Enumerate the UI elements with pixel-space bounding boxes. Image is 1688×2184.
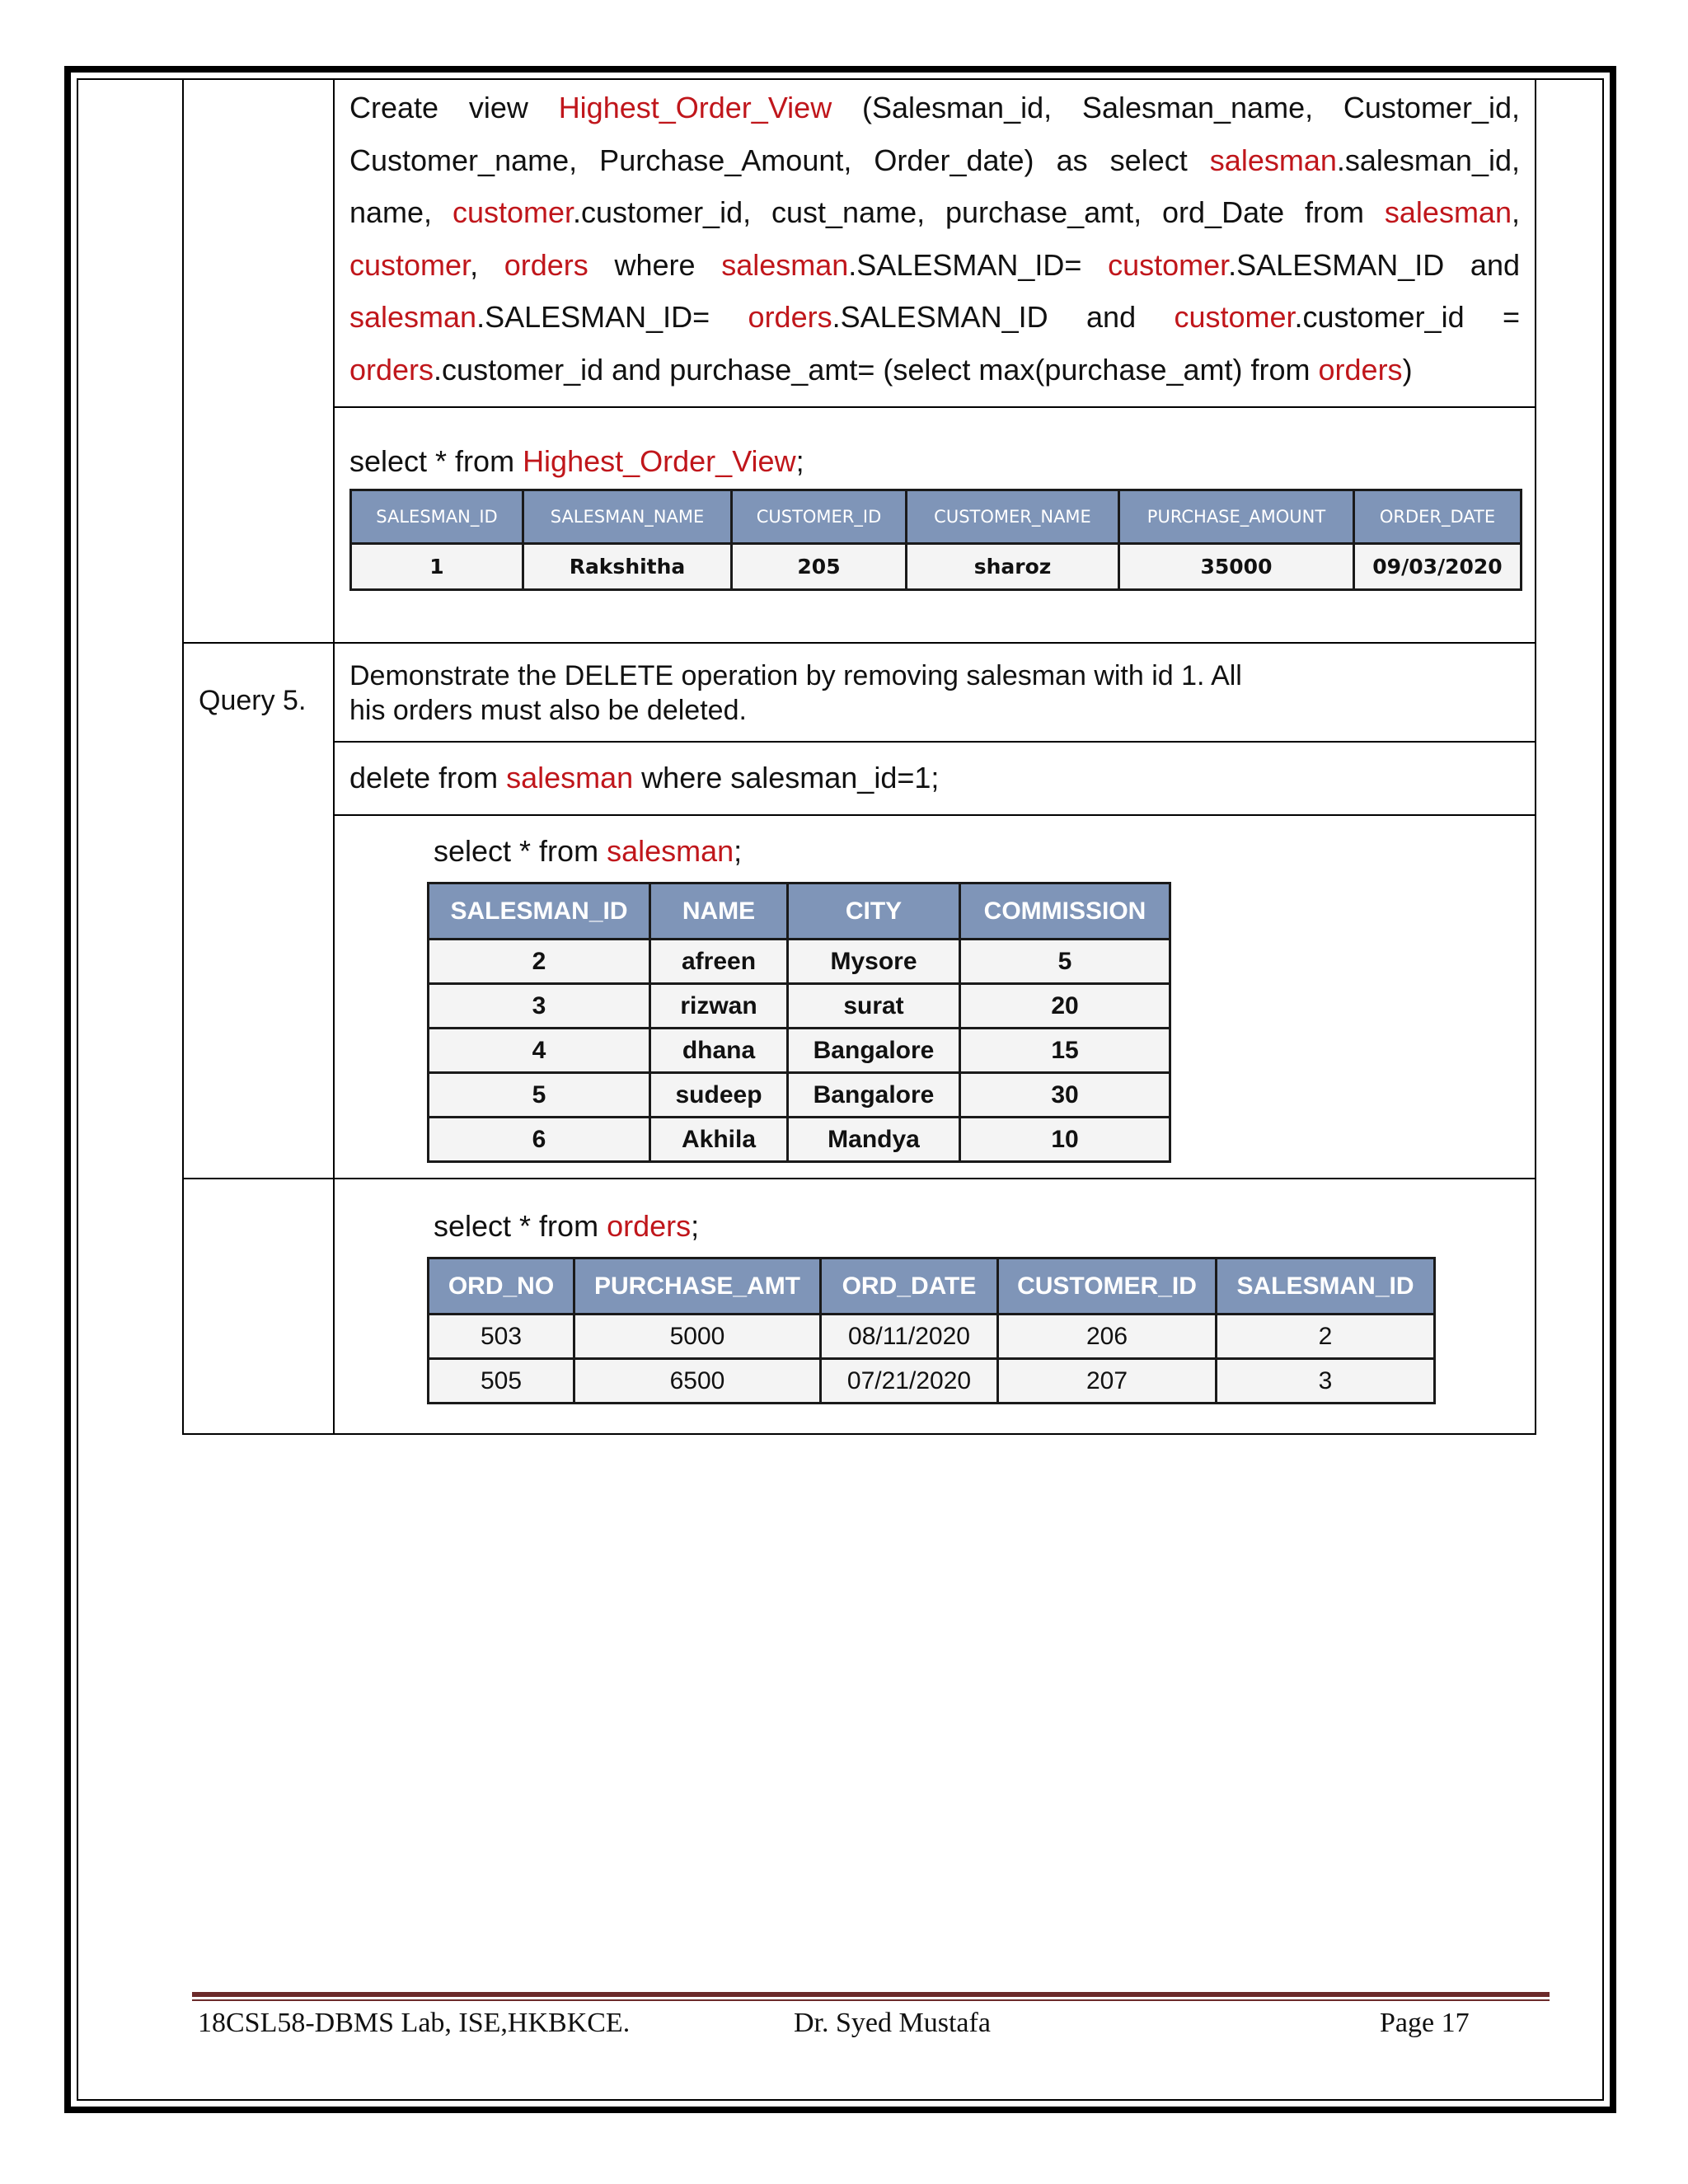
select-salesman-cell bbox=[335, 816, 1535, 1178]
column-header: ORDER_DATE bbox=[1354, 490, 1522, 544]
table-cell: 2 bbox=[1217, 1315, 1435, 1359]
table-cell: sudeep bbox=[650, 1073, 788, 1118]
table-cell: Rakshitha bbox=[523, 544, 732, 590]
sql-table-name: salesman bbox=[721, 247, 849, 282]
table-cell: Akhila bbox=[650, 1118, 788, 1162]
sql-table-name: salesman bbox=[349, 300, 477, 334]
highest-order-view-table bbox=[349, 489, 1522, 591]
table-cell: sharoz bbox=[907, 544, 1119, 590]
salesman-table bbox=[427, 882, 1171, 1163]
select-orders-cell bbox=[335, 1179, 1535, 1433]
sql-table-name: orders bbox=[1318, 352, 1403, 387]
table-row bbox=[429, 984, 1170, 1029]
sql-text: .salesman_id, name, bbox=[349, 143, 1520, 229]
orders-table bbox=[427, 1257, 1436, 1404]
empty-label-cell bbox=[184, 1179, 335, 1433]
table-cell: 5000 bbox=[574, 1315, 821, 1359]
sql-table-name: Highest_Order_View bbox=[558, 91, 832, 124]
table-row bbox=[429, 1359, 1435, 1404]
table-cell: 6500 bbox=[574, 1359, 821, 1404]
table-row bbox=[429, 940, 1170, 984]
table-cell: 10 bbox=[960, 1118, 1170, 1162]
table-cell: 6 bbox=[429, 1118, 650, 1162]
table-cell: 205 bbox=[732, 544, 907, 590]
orders-row bbox=[182, 1179, 1536, 1435]
sql-text: ) bbox=[1402, 352, 1413, 387]
select-view-statement: select * from Highest_Order_View; bbox=[349, 444, 804, 478]
sql-text: , bbox=[470, 247, 504, 282]
select-salesman-statement: select * from salesman; bbox=[434, 834, 743, 868]
footer-page-number: Page 17 bbox=[1380, 2008, 1470, 2038]
table-cell: 5 bbox=[429, 1073, 650, 1118]
query5-description-line2: his orders must also be deleted. bbox=[349, 695, 747, 726]
column-header: NAME bbox=[650, 883, 788, 940]
sql-text: .customer_id and purchase_amt= (select max(purchase_amt) from bbox=[434, 352, 1319, 387]
sql-text: .SALESMAN_ID= bbox=[848, 247, 1109, 282]
query5-description-cell bbox=[335, 644, 1535, 743]
column-header: ORD_NO bbox=[429, 1258, 574, 1315]
sql-text: where bbox=[588, 247, 722, 282]
table-cell: 09/03/2020 bbox=[1354, 544, 1522, 590]
sql-table-name: salesman bbox=[1209, 143, 1337, 177]
sql-table-name: customer bbox=[1174, 300, 1295, 334]
lab-record-table bbox=[182, 78, 1536, 1435]
table-cell: 08/11/2020 bbox=[821, 1315, 998, 1359]
column-header: SALESMAN_ID bbox=[1217, 1258, 1435, 1315]
table-row bbox=[429, 1029, 1170, 1073]
create-view-statement bbox=[335, 78, 1535, 407]
column-header: CUSTOMER_NAME bbox=[907, 490, 1119, 544]
column-header: COMMISSION bbox=[960, 883, 1170, 940]
sql-table-name: customer bbox=[349, 247, 471, 282]
sql-text: , bbox=[1511, 195, 1520, 229]
query4-row bbox=[182, 78, 1536, 644]
query5-label-cell bbox=[184, 644, 335, 1178]
table-cell: Mandya bbox=[788, 1118, 960, 1162]
table-cell: 3 bbox=[1217, 1359, 1435, 1404]
sql-text: .SALESMAN_ID and bbox=[1228, 247, 1520, 282]
column-header: SALESMAN_NAME bbox=[523, 490, 732, 544]
sql-text: .SALESMAN_ID and bbox=[832, 300, 1175, 334]
column-header: SALESMAN_ID bbox=[429, 883, 650, 940]
table-cell: 207 bbox=[998, 1359, 1217, 1404]
delete-statement: delete from salesman where salesman_id=1; bbox=[349, 761, 940, 794]
sql-text: (Salesman_id, Salesman_name, Customer_id, Customer_name, Purchase_Amount, Order_date) as select bbox=[349, 91, 1520, 177]
table-cell: 503 bbox=[429, 1315, 574, 1359]
column-header: CUSTOMER_ID bbox=[998, 1258, 1217, 1315]
table-cell: 07/21/2020 bbox=[821, 1359, 998, 1404]
table-cell: 30 bbox=[960, 1073, 1170, 1118]
table-cell: 505 bbox=[429, 1359, 574, 1404]
query5-description-line1: Demonstrate the DELETE operation by removing salesman with id 1. All bbox=[349, 660, 1242, 691]
sql-table-name: customer bbox=[1108, 247, 1229, 282]
table-cell: Bangalore bbox=[788, 1073, 960, 1118]
table-row bbox=[429, 1073, 1170, 1118]
column-header: PURCHASE_AMOUNT bbox=[1119, 490, 1354, 544]
table-cell: 5 bbox=[960, 940, 1170, 984]
footer-rule bbox=[192, 1992, 1550, 1997]
column-header: PURCHASE_AMT bbox=[574, 1258, 821, 1315]
table-cell: surat bbox=[788, 984, 960, 1029]
table-cell: dhana bbox=[650, 1029, 788, 1073]
column-header: SALESMAN_ID bbox=[351, 490, 523, 544]
query-number: Query 5. bbox=[199, 685, 307, 716]
footer-author: Dr. Syed Mustafa bbox=[794, 2008, 991, 2038]
delete-statement-cell bbox=[335, 743, 1535, 816]
sql-table-name: salesman bbox=[1384, 195, 1512, 229]
select-orders-statement: select * from orders; bbox=[434, 1209, 700, 1243]
table-cell: 4 bbox=[429, 1029, 650, 1073]
column-header: CITY bbox=[788, 883, 960, 940]
table-cell: 35000 bbox=[1119, 544, 1354, 590]
column-header: CUSTOMER_ID bbox=[732, 490, 907, 544]
footer-rule-thin bbox=[192, 1999, 1550, 2001]
query-label-cell bbox=[184, 78, 335, 642]
select-view-cell bbox=[335, 408, 1535, 642]
sql-text: Create view bbox=[349, 91, 559, 124]
table-cell: 3 bbox=[429, 984, 650, 1029]
table-cell: Mysore bbox=[788, 940, 960, 984]
table-cell: 206 bbox=[998, 1315, 1217, 1359]
table-cell: rizwan bbox=[650, 984, 788, 1029]
footer-course: 18CSL58-DBMS Lab, ISE,HKBKCE. bbox=[198, 2008, 631, 2038]
sql-table-name: orders bbox=[504, 247, 588, 282]
column-header: ORD_DATE bbox=[821, 1258, 998, 1315]
create-view-cell bbox=[335, 78, 1535, 408]
sql-text: .SALESMAN_ID= bbox=[476, 300, 748, 334]
table-cell: 20 bbox=[960, 984, 1170, 1029]
table-cell: 1 bbox=[351, 544, 523, 590]
query5-row bbox=[182, 644, 1536, 1179]
sql-text: .customer_id = bbox=[1294, 300, 1520, 334]
table-cell: afreen bbox=[650, 940, 788, 984]
table-row bbox=[429, 1315, 1435, 1359]
sql-table-name: customer bbox=[452, 195, 574, 229]
table-cell: 2 bbox=[429, 940, 650, 984]
table-row bbox=[351, 544, 1522, 590]
table-cell: 15 bbox=[960, 1029, 1170, 1073]
sql-text: .customer_id, cust_name, purchase_amt, ord_Date from bbox=[573, 195, 1385, 229]
table-row bbox=[429, 1118, 1170, 1162]
sql-table-name: orders bbox=[748, 300, 832, 334]
table-cell: Bangalore bbox=[788, 1029, 960, 1073]
sql-table-name: orders bbox=[349, 352, 434, 387]
